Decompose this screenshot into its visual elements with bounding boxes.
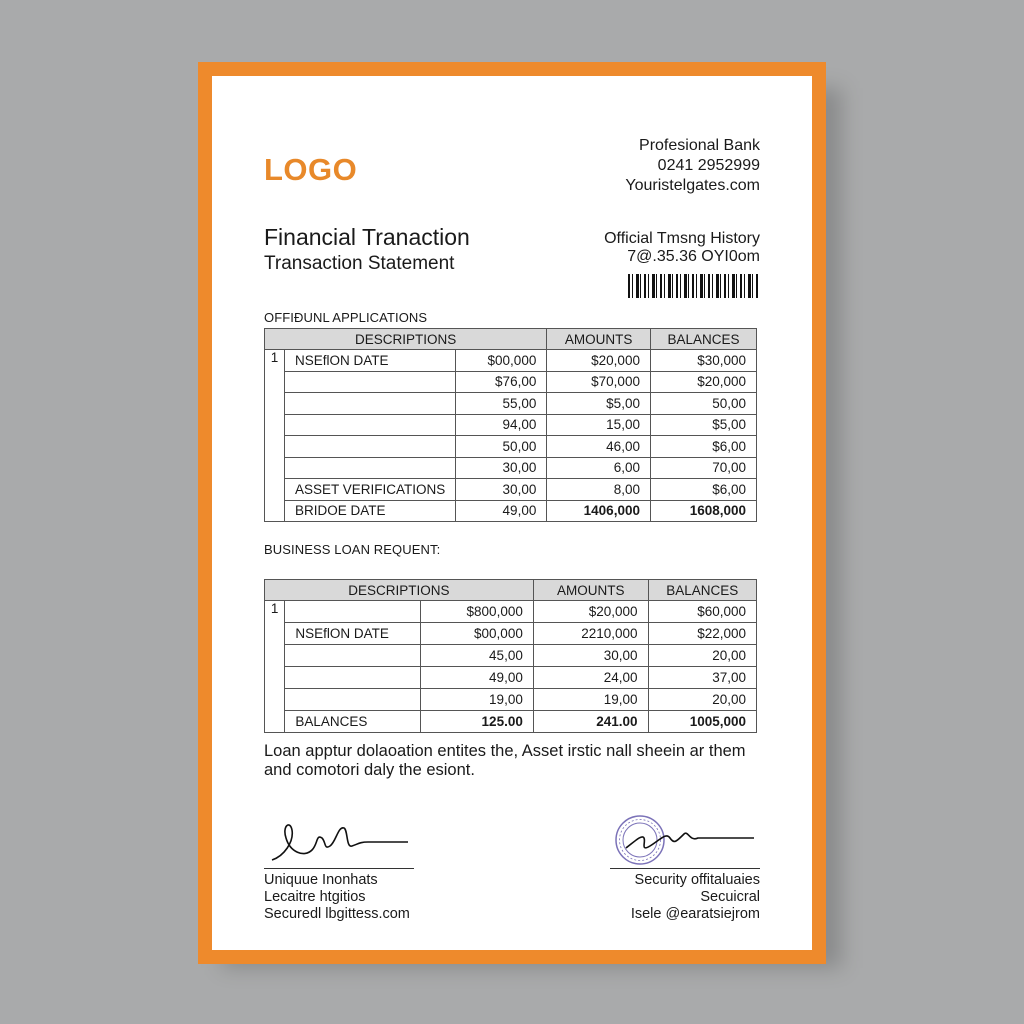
bank-name: Profesional Bank bbox=[639, 137, 760, 154]
header-balances: BALANCES bbox=[650, 329, 756, 350]
header-balances: BALANCES bbox=[648, 580, 756, 601]
row-amount: 30,00 bbox=[533, 645, 648, 667]
signature-left-line2: Lecaitre htgitios bbox=[264, 889, 366, 905]
table-row bbox=[265, 436, 757, 458]
row-amount: 1406,000 bbox=[547, 500, 651, 522]
signature-left-line3: Securedl lbgittess.com bbox=[264, 906, 410, 922]
row-amount: 8,00 bbox=[547, 479, 651, 501]
row-value: 49,00 bbox=[420, 667, 533, 689]
row-amount: $20,000 bbox=[547, 350, 651, 372]
table-row bbox=[265, 479, 757, 501]
stamp-signature-icon bbox=[610, 812, 760, 868]
header-descriptions: DESCRIPTIONS bbox=[265, 329, 547, 350]
row-index-cell bbox=[265, 479, 285, 501]
table-row bbox=[265, 371, 757, 393]
header-amounts: AMOUNTS bbox=[547, 329, 651, 350]
history-label: Official Tmsng History bbox=[604, 230, 760, 247]
row-value: 125.00 bbox=[420, 711, 533, 733]
row-balance: 1608,000 bbox=[650, 500, 756, 522]
table-row bbox=[265, 500, 757, 522]
row-balance: $6,00 bbox=[650, 479, 756, 501]
row-description: ASSET VERIFICATIONS bbox=[285, 479, 456, 501]
bank-phone: 0241 2952999 bbox=[657, 157, 760, 174]
row-balance: $20,000 bbox=[650, 371, 756, 393]
title-block bbox=[264, 224, 470, 276]
table-row bbox=[265, 601, 757, 623]
document-title: Financial Tranaction bbox=[264, 224, 470, 250]
row-value: 19,00 bbox=[420, 689, 533, 711]
row-index-cell bbox=[265, 436, 285, 458]
row-balance: $60,000 bbox=[648, 601, 756, 623]
table-header-row bbox=[265, 580, 757, 601]
row-index-cell bbox=[265, 500, 285, 522]
table-row bbox=[265, 393, 757, 415]
row-description bbox=[285, 457, 456, 479]
row-index-cell: 1 bbox=[265, 350, 285, 372]
row-balance: $6,00 bbox=[650, 436, 756, 458]
row-index-cell bbox=[265, 457, 285, 479]
signature-line bbox=[610, 868, 760, 869]
row-balance: $22,000 bbox=[648, 623, 756, 645]
row-balance: 20,00 bbox=[648, 689, 756, 711]
signature-line bbox=[264, 868, 414, 869]
history-block bbox=[604, 230, 760, 298]
signature-right-line1: Security offitaluaies bbox=[634, 872, 760, 888]
table-header-row bbox=[265, 329, 757, 350]
row-index-cell bbox=[265, 645, 285, 667]
row-amount: 6,00 bbox=[547, 457, 651, 479]
table-row bbox=[265, 350, 757, 372]
row-description bbox=[285, 601, 420, 623]
row-amount: $20,000 bbox=[533, 601, 648, 623]
row-description bbox=[285, 645, 420, 667]
row-value: 30,00 bbox=[456, 479, 547, 501]
row-balance: $5,00 bbox=[650, 414, 756, 436]
logo: LOGO bbox=[264, 152, 358, 187]
bank-site: Youristelgates.com bbox=[625, 177, 760, 194]
row-amount: 46,00 bbox=[547, 436, 651, 458]
row-description: NSEflON DATE bbox=[285, 623, 420, 645]
row-amount: 15,00 bbox=[547, 414, 651, 436]
row-description: NSEflON DATE bbox=[285, 350, 456, 372]
document-sheet bbox=[212, 76, 812, 950]
signature-right bbox=[610, 812, 760, 923]
row-index-cell bbox=[265, 393, 285, 415]
loan-table bbox=[264, 579, 757, 733]
row-index-cell bbox=[265, 414, 285, 436]
table-row bbox=[265, 711, 757, 733]
row-value: 30,00 bbox=[456, 457, 547, 479]
table-row bbox=[265, 645, 757, 667]
signature-icon bbox=[264, 812, 414, 868]
row-amount: $70,000 bbox=[547, 371, 651, 393]
signature-right-line2: Secuicral bbox=[700, 889, 760, 905]
row-value: 49,00 bbox=[456, 500, 547, 522]
table-row bbox=[265, 414, 757, 436]
row-description bbox=[285, 393, 456, 415]
header-descriptions: DESCRIPTIONS bbox=[265, 580, 534, 601]
row-index-cell bbox=[265, 371, 285, 393]
document-subtitle: Transaction Statement bbox=[264, 253, 455, 274]
row-value: 55,00 bbox=[456, 393, 547, 415]
barcode-icon bbox=[628, 274, 760, 298]
section2-title: BUSINESS LOAN REQUENT: bbox=[264, 542, 441, 557]
row-description bbox=[285, 371, 456, 393]
row-value: 50,00 bbox=[456, 436, 547, 458]
signature-right-line3: Isele @earatsiejrom bbox=[630, 906, 760, 922]
row-description bbox=[285, 689, 420, 711]
row-description: BALANCES bbox=[285, 711, 420, 733]
document-border bbox=[198, 62, 826, 964]
row-value: $76,00 bbox=[456, 371, 547, 393]
row-amount: 2210,000 bbox=[533, 623, 648, 645]
row-balance: 37,00 bbox=[648, 667, 756, 689]
row-index-cell bbox=[265, 711, 285, 733]
row-amount: $5,00 bbox=[547, 393, 651, 415]
row-amount: 241.00 bbox=[533, 711, 648, 733]
row-balance: 20,00 bbox=[648, 645, 756, 667]
applications-table bbox=[264, 328, 757, 522]
table-row bbox=[265, 457, 757, 479]
table-row bbox=[265, 623, 757, 645]
row-amount: 19,00 bbox=[533, 689, 648, 711]
row-description bbox=[285, 667, 420, 689]
history-code: 7@.35.36 OYI0om bbox=[627, 248, 760, 265]
row-value: $00,000 bbox=[420, 623, 533, 645]
row-balance: 1005,000 bbox=[648, 711, 756, 733]
section1-title: OFFIÐUNL APPLICATIONS bbox=[264, 310, 428, 325]
header-amounts: AMOUNTS bbox=[533, 580, 648, 601]
row-value: $00,000 bbox=[456, 350, 547, 372]
table-row bbox=[265, 667, 757, 689]
row-description: BRIDOE DATE bbox=[285, 500, 456, 522]
table-row bbox=[265, 689, 757, 711]
row-amount: 24,00 bbox=[533, 667, 648, 689]
row-balance: 50,00 bbox=[650, 393, 756, 415]
row-index-cell: 1 bbox=[265, 601, 285, 623]
row-balance: $30,000 bbox=[650, 350, 756, 372]
note-paragraph: Loan apptur dolaoation entites the, Asset irstic nall sheein ar them and comotori daly the esiont. bbox=[264, 742, 746, 779]
row-index-cell bbox=[265, 689, 285, 711]
row-description bbox=[285, 414, 456, 436]
row-index-cell bbox=[265, 667, 285, 689]
row-description bbox=[285, 436, 456, 458]
row-value: 45,00 bbox=[420, 645, 533, 667]
signature-left-line1: Uniquue Inonhats bbox=[264, 872, 378, 888]
row-value: 94,00 bbox=[456, 414, 547, 436]
bank-info bbox=[625, 136, 760, 196]
row-index-cell bbox=[265, 623, 285, 645]
row-balance: 70,00 bbox=[650, 457, 756, 479]
signature-left bbox=[264, 812, 414, 923]
row-value: $800,000 bbox=[420, 601, 533, 623]
